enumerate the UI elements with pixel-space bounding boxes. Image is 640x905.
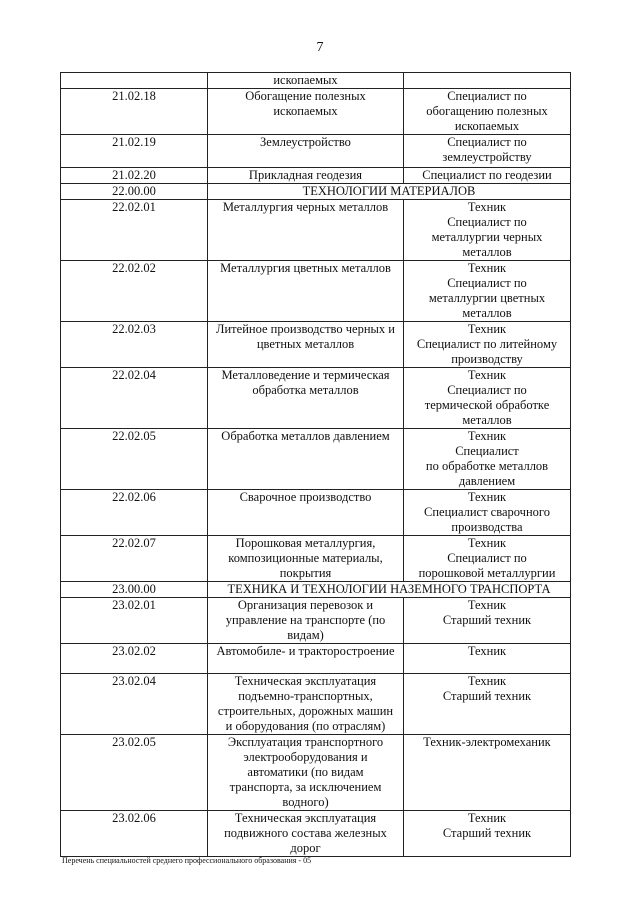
name-line: Литейное производство черных и [216,322,395,336]
name-cell [208,735,404,811]
table-row [61,73,571,89]
qualification-line: Специалист [455,444,519,458]
name-line: Прикладная геодезия [248,168,363,182]
name-cell [208,598,404,644]
qualification-line: давлением [458,474,516,488]
name-line: управление на транспорте (по [225,613,386,627]
qualification-line: Техник [467,429,507,443]
table-row [61,490,571,536]
name-line: Автомобиле- и тракторостроение [216,644,395,658]
section-title-line: ТЕХНИКА И ТЕХНОЛОГИИ НАЗЕМНОГО ТРАНСПОРТА [227,582,551,596]
table-row [61,598,571,644]
qualification-line: Техник-электромеханик [423,735,551,749]
qualification-line: Специалист по литейному [416,337,558,351]
qualification-line: металлов [462,245,512,259]
code-cell: 23.02.06 [61,811,208,857]
qualification-line: Техник [467,322,507,336]
code-cell: 23.02.02 [61,644,208,674]
name-line: Обогащение полезных [245,89,366,103]
name-cell [208,536,404,582]
qualification-line: Техник [467,368,507,382]
name-line: обработка металлов [252,383,359,397]
code-cell: 22.02.03 [61,322,208,368]
qualification-line: металлургии черных [431,230,543,244]
qualification-line: Старший техник [442,826,532,840]
qualification-cell [404,135,571,168]
table-row [61,811,571,857]
code-cell: 22.02.07 [61,536,208,582]
code-cell: 21.02.20 [61,168,208,184]
code-cell: 23.02.01 [61,598,208,644]
name-line: Эксплуатация транспортного [227,735,384,749]
qualification-line: Специалист по [447,551,527,565]
name-line: Техническая эксплуатация [234,811,377,825]
name-cell [208,811,404,857]
qualification-cell [404,735,571,811]
code-cell: 21.02.19 [61,135,208,168]
name-cell [208,168,404,184]
name-line: Порошковая металлургия, [235,536,376,550]
qualification-line: металлургии цветных [428,291,546,305]
table-row [61,674,571,735]
section-title-cell [208,582,571,598]
name-line: транспорта, за исключением [229,780,382,794]
name-line: Техническая эксплуатация [234,674,377,688]
table-row [61,735,571,811]
name-cell [208,674,404,735]
qualification-line: металлов [462,413,512,427]
qualification-cell [404,811,571,857]
name-line: и оборудования (по отраслям) [225,719,386,733]
name-cell [208,135,404,168]
name-line: покрытия [279,566,332,580]
name-line: Металловедение и термическая [221,368,390,382]
qualification-line: Специалист по [447,276,527,290]
code-cell: 23.02.04 [61,674,208,735]
qualification-line: Техник [467,490,507,504]
qualification-cell [404,200,571,261]
code-cell: 22.02.05 [61,429,208,490]
code-cell: 22.02.04 [61,368,208,429]
qualification-line: Техник [467,261,507,275]
name-cell [208,200,404,261]
qualification-cell [404,490,571,536]
qualification-line: Техник [467,536,507,550]
qualification-cell [404,73,571,89]
qualification-line: Специалист сварочного [424,505,550,519]
qualification-cell [404,644,571,674]
qualification-line: Старший техник [442,613,532,627]
page-number: 7 [316,40,324,55]
name-line: подъемно-транспортных, [238,689,373,703]
code-cell: 22.02.02 [61,261,208,322]
qualification-line: Специалист по [447,89,527,103]
table-row [61,536,571,582]
section-title-cell [208,184,571,200]
name-line: Обработка металлов давлением [221,429,390,443]
qualification-line: термической обработке [424,398,550,412]
qualification-cell [404,598,571,644]
qualification-line: землеустройству [442,150,532,164]
name-line: Металлургия цветных металлов [220,261,391,275]
table-row [61,644,571,674]
name-line: Металлургия черных металлов [222,200,389,214]
qualification-line: порошковой металлургии [418,566,556,580]
specialties-table [60,72,571,857]
footer-text: Перечень специальностей среднего профессионального образования - 05 [62,856,312,865]
qualification-cell [404,429,571,490]
qualification-cell [404,261,571,322]
name-cell [208,429,404,490]
qualification-cell [404,674,571,735]
name-cell [208,490,404,536]
table-row [61,200,571,261]
qualification-line: Специалист по [447,215,527,229]
code-cell: 22.00.00 [61,184,208,200]
qualification-line: ископаемых [454,119,520,133]
name-line: композиционные материалы, [228,551,383,565]
code-cell [61,73,208,89]
table-row [61,168,571,184]
name-cell [208,89,404,135]
code-cell: 22.02.06 [61,490,208,536]
name-cell [208,644,404,674]
section-row [61,184,571,200]
name-line: цветных металлов [256,337,355,351]
qualification-line: Техник [467,598,507,612]
qualification-cell [404,322,571,368]
section-title-line: ТЕХНОЛОГИИ МАТЕРИАЛОВ [302,184,476,198]
qualification-line: Специалист по геодезии [422,168,552,182]
code-cell: 22.02.01 [61,200,208,261]
name-line: автоматики (по видам [247,765,364,779]
name-cell [208,322,404,368]
qualification-line: Техник [467,811,507,825]
qualification-line: производству [451,352,523,366]
code-cell: 21.02.18 [61,89,208,135]
specialties-table-body [61,73,571,857]
name-line: дорог [290,841,321,855]
qualification-line: обогащению полезных [426,104,548,118]
qualification-cell [404,168,571,184]
qualification-line: по обработке металлов [425,459,549,473]
name-line: Сварочное производство [239,490,372,504]
name-line: подвижного состава железных [224,826,387,840]
section-row [61,582,571,598]
qualification-line: производства [451,520,523,534]
name-line: электрооборудования и [243,750,368,764]
qualification-line: Техник [467,200,507,214]
table-row [61,368,571,429]
code-cell: 23.00.00 [61,582,208,598]
qualification-cell [404,536,571,582]
name-cell [208,368,404,429]
qualification-cell [404,89,571,135]
qualification-line: Специалист по [447,135,527,149]
name-line: водного) [282,795,329,809]
name-cell [208,261,404,322]
name-line: строительных, дорожных машин [217,704,394,718]
qualification-line: Техник [467,674,507,688]
name-line: Землеустройство [260,135,351,149]
table-row [61,429,571,490]
name-line: ископаемых [273,73,338,87]
qualification-cell [404,368,571,429]
qualification-line: Старший техник [442,689,532,703]
qualification-line: Техник [467,644,507,658]
code-cell: 23.02.05 [61,735,208,811]
table-row [61,89,571,135]
name-line: Организация перевозок и [237,598,374,612]
name-line: видам) [287,628,324,642]
table-row [61,322,571,368]
table-row [61,135,571,168]
table-row [61,261,571,322]
name-line: ископаемых [273,104,338,118]
name-cell [208,73,404,89]
qualification-line: Специалист по [447,383,527,397]
qualification-line: металлов [462,306,512,320]
